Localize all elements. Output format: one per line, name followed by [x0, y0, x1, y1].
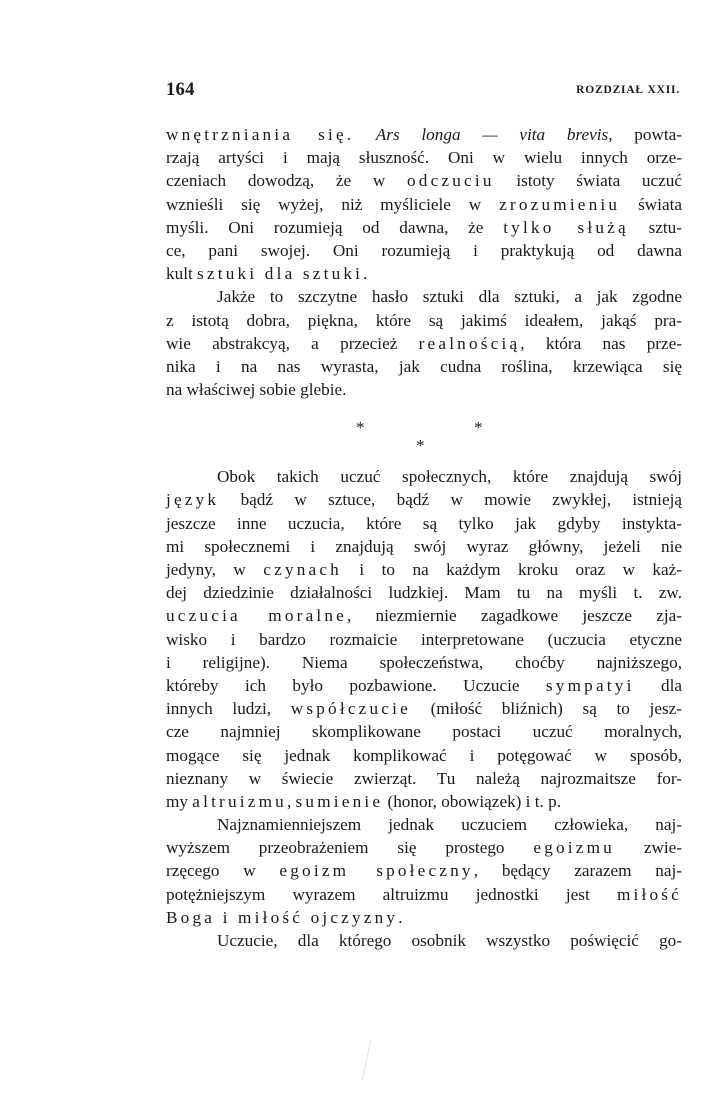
text-fragment: my	[166, 791, 193, 811]
running-head: ROZDZIAŁ XXII.	[576, 84, 680, 96]
text-line	[166, 883, 682, 906]
spaced-word: odczuciu	[407, 171, 495, 191]
text-fragment: Uczucie, dla którego osobnik wszystko poświęcić go-	[217, 931, 682, 950]
spaced-word: egoizmu	[533, 838, 615, 858]
text-line	[166, 790, 682, 813]
text-line	[166, 697, 682, 720]
text-line	[166, 355, 682, 378]
text-fragment: wisko i bardzo rozmaicie interpretowane (uczucia etyczne	[166, 629, 682, 649]
text-fragment: dej dziedzinie działalności ludzkiej. Mam tu na myśli t. zw.	[166, 583, 682, 603]
text-line	[166, 674, 682, 697]
body-text	[166, 123, 682, 952]
spaced-word: współczucie	[290, 699, 411, 719]
text-fragment: Jakże to szczytne hasło sztuki dla sztuki, a jak zgodne	[217, 287, 682, 307]
text-line	[166, 604, 682, 627]
spaced-word: uczucia moralne	[166, 606, 348, 626]
text-fragment: wyższem przeobrażeniem się prostego	[166, 838, 534, 858]
spaced-word: sympatyi	[545, 675, 635, 695]
text-line	[166, 558, 682, 581]
text-fragment: Obok takich uczuć społecznych, które znajdują swój	[217, 467, 682, 487]
text-line	[166, 262, 682, 285]
text-fragment: czeniach dowodzą, że w	[166, 171, 408, 191]
text-fragment: , niezmiernie zagadkowe jeszcze zja-	[347, 606, 682, 626]
text-fragment: ce, pani swojej. Oni rozumieją i praktykują od dawna	[166, 240, 682, 260]
text-fragment: kult	[166, 264, 198, 284]
text-line	[166, 146, 682, 169]
text-fragment: (honor, obowiązek) i t. p.	[383, 791, 562, 811]
text-line	[166, 123, 682, 146]
text-line	[166, 512, 682, 535]
text-line	[166, 929, 682, 952]
spaced-word: egoizm społeczny	[279, 861, 474, 881]
text-fragment: dla	[634, 675, 682, 695]
text-line	[166, 744, 682, 767]
text-fragment: ,	[286, 791, 296, 811]
spaced-word: sztuki dla sztuki	[197, 264, 364, 284]
text-line	[166, 628, 682, 651]
text-fragment: świata	[620, 194, 682, 214]
text-line	[166, 488, 682, 511]
text-fragment: i religijne). Niema społeczeństwa, choćby najniższego,	[166, 652, 682, 672]
asterisk: *	[416, 436, 425, 456]
text-fragment: , która nas prze-	[520, 333, 682, 353]
text-line	[166, 309, 682, 332]
text-fragment: Najznamienniejszem jednak uczuciem człowieka, naj-	[217, 815, 682, 835]
text-line	[166, 169, 682, 192]
text-fragment: któreby ich było pozbawione. Uczucie	[166, 675, 546, 695]
scan-artifact	[362, 1040, 376, 1080]
text-fragment: rzęcego w	[166, 861, 280, 881]
text-line	[166, 378, 682, 401]
text-line	[166, 193, 682, 216]
text-fragment: bądź w sztuce, bądź w mowie zwykłej, istnieją	[219, 490, 682, 510]
text-fragment: z istotą dobra, piękna, które są jakimś ideałem, jakąś pra-	[166, 310, 682, 330]
asterisk: *	[356, 418, 365, 438]
text-line	[166, 651, 682, 674]
text-fragment: jedyny, w	[166, 560, 264, 579]
spaced-word: realnością	[418, 333, 521, 353]
text-fragment: sztu-	[628, 217, 682, 237]
text-fragment: rzają artyści i mają słuszność. Oni w wielu innych orze-	[166, 148, 682, 168]
text-line	[166, 216, 682, 239]
spaced-word: miłość	[616, 884, 682, 904]
page-header	[166, 80, 684, 104]
text-fragment: istoty świata uczuć	[494, 171, 683, 191]
text-fragment: cze najmniej skomplikowane postaci uczuć moralnych,	[166, 722, 682, 742]
text-fragment: zwie-	[614, 838, 682, 858]
text-line	[166, 581, 682, 604]
text-line	[166, 767, 682, 790]
asterisk: *	[474, 418, 483, 438]
spaced-word: altruizmu	[192, 791, 287, 811]
text-fragment: wie abstrakcyą, a przecież	[166, 333, 419, 353]
page-number: 164	[166, 80, 195, 100]
text-fragment: powta-	[612, 125, 683, 144]
text-line	[166, 535, 682, 558]
text-fragment: jeszcze inne uczucia, które są tylko jak gdyby instykta-	[166, 513, 682, 533]
text-fragment: nieznany w świecie zwierząt. Tu należą najrozmaitsze for-	[166, 768, 682, 788]
latin-phrase: Ars longa — vita brevis,	[354, 125, 613, 144]
text-fragment: .	[363, 264, 368, 284]
spaced-word: język	[166, 490, 220, 510]
text-fragment: i to na każdym kroku oraz w każ-	[341, 560, 683, 579]
section-divider	[166, 401, 682, 465]
spaced-word: Boga i miłość ojczyzny	[166, 907, 399, 927]
text-line	[166, 906, 682, 929]
text-fragment: (miłość bliźnich) są to jesz-	[410, 699, 682, 719]
spaced-word: tylko służą	[503, 217, 629, 237]
text-line	[166, 239, 682, 262]
text-fragment: na właściwej sobie glebie.	[166, 380, 347, 400]
text-fragment: nika i na nas wyrasta, jak cudna roślina, krzewiąca się	[166, 356, 682, 376]
spaced-word: czynach	[263, 560, 342, 579]
text-line	[166, 332, 682, 355]
text-fragment: , będący zarazem naj-	[473, 861, 683, 881]
text-fragment: potężniejszym wyrazem altruizmu jednostki jest	[166, 884, 617, 904]
spaced-word: sumienie	[295, 791, 384, 811]
text-line	[166, 465, 682, 488]
text-line	[166, 859, 682, 882]
text-fragment: mi społecznemi i znajdują swój wyraz główny, jeżeli nie	[166, 536, 682, 556]
text-fragment: mogące się jednak komplikować i potęgować w sposób,	[166, 745, 682, 765]
text-fragment: wznieśli się wyżej, niż myśliciele w	[166, 194, 500, 214]
text-line	[166, 285, 682, 308]
text-fragment: myśli. Oni rozumieją od dawna, że	[166, 217, 504, 237]
text-fragment: .	[398, 907, 403, 927]
text-fragment: innych ludzi,	[166, 699, 291, 719]
text-line	[166, 813, 682, 836]
spaced-word: zrozumieniu	[499, 194, 621, 214]
spaced-word: wnętrzniania się.	[166, 125, 355, 144]
text-line	[166, 720, 682, 743]
text-line	[166, 836, 682, 859]
